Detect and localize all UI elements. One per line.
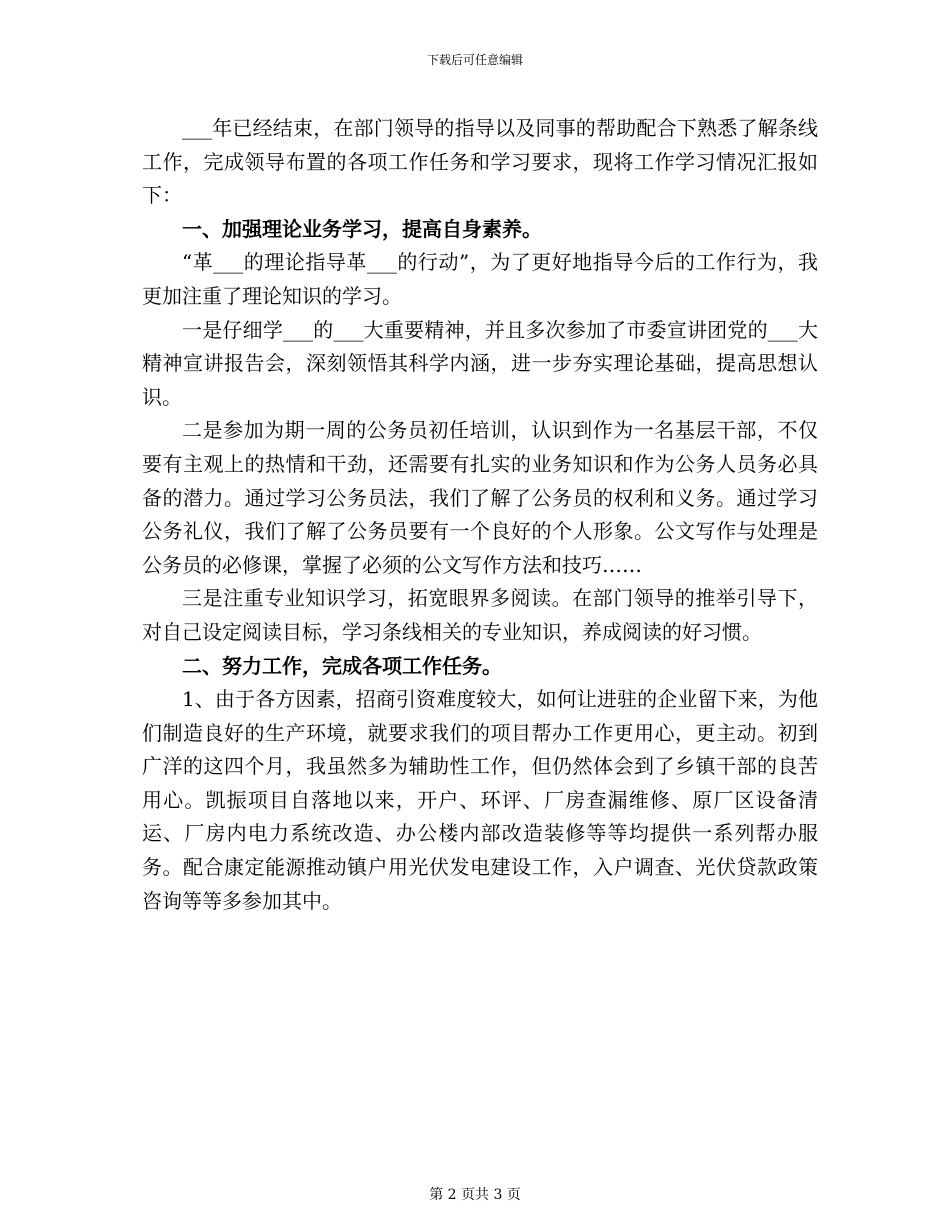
document-body: [142, 112, 818, 918]
paragraph-work-1: 1、由于各方因素，招商引资难度较大，如何让进驻的企业留下来，为他们制造良好的生产环境，就要求我们的项目帮办工作更用心，更主动。初到广洋的这四个月，我虽然多为辅助性工作，但仍然体会到了乡镇干部的良苦用心。凯振项目自落地以来，开户、环评、厂房查漏维修、原厂区设备清运、厂房内电力系统改造、办公楼内部改造装修等等均提供一系列帮办服务。配合康定能源推动镇户用光伏发电建设工作，入户调查、光伏贷款政策咨询等等多参加其中。: [142, 687, 818, 913]
page-footer: 第 2 页共 3 页: [429, 1187, 521, 1203]
section-heading-1: 一、加强理论业务学习，提高自身素养。: [182, 216, 542, 241]
paragraph-point-3: 三是注重专业知识学习，拓宽眼界多阅读。在部门领导的推举引导下，对自己设定阅读目标，学习条线相关的专业知识，养成阅读的好习惯。: [142, 586, 818, 644]
section-heading-2: 二、努力工作，完成各项工作任务。: [182, 653, 502, 678]
page-header: 下载后可任意编辑: [426, 53, 523, 67]
paragraph-point-1: 一是仔细学___的___大重要精神，并且多次参加了市委宣讲团党的___大精神宣讲报告会，深刻领悟其科学内涵，进一步夯实理论基础，提高思想认识。: [142, 317, 818, 409]
paragraph-point-2: 二是参加为期一周的公务员初任培训，认识到作为一名基层干部，不仅要有主观上的热情和干劲，还需要有扎实的业务知识和作为公务人员务必具备的潜力。通过学习公务员法，我们了解了公务员的权利和义务。通过学习公务礼仪，我们了解了公务员要有一个良好的个人形象。公文写作与处理是公务员的必修课，掌握了必须的公文写作方法和技巧……: [142, 418, 818, 577]
paragraph-theory: “革___的理论指导革___的行动”，为了更好地指导今后的工作行为，我更加注重了理论知识的学习。: [142, 250, 818, 308]
paragraph-intro: ___年已经结束，在部门领导的指导以及同事的帮助配合下熟悉了解条线工作，完成领导布置的各项工作任务和学习要求，现将工作学习情况汇报如下：: [142, 116, 818, 208]
